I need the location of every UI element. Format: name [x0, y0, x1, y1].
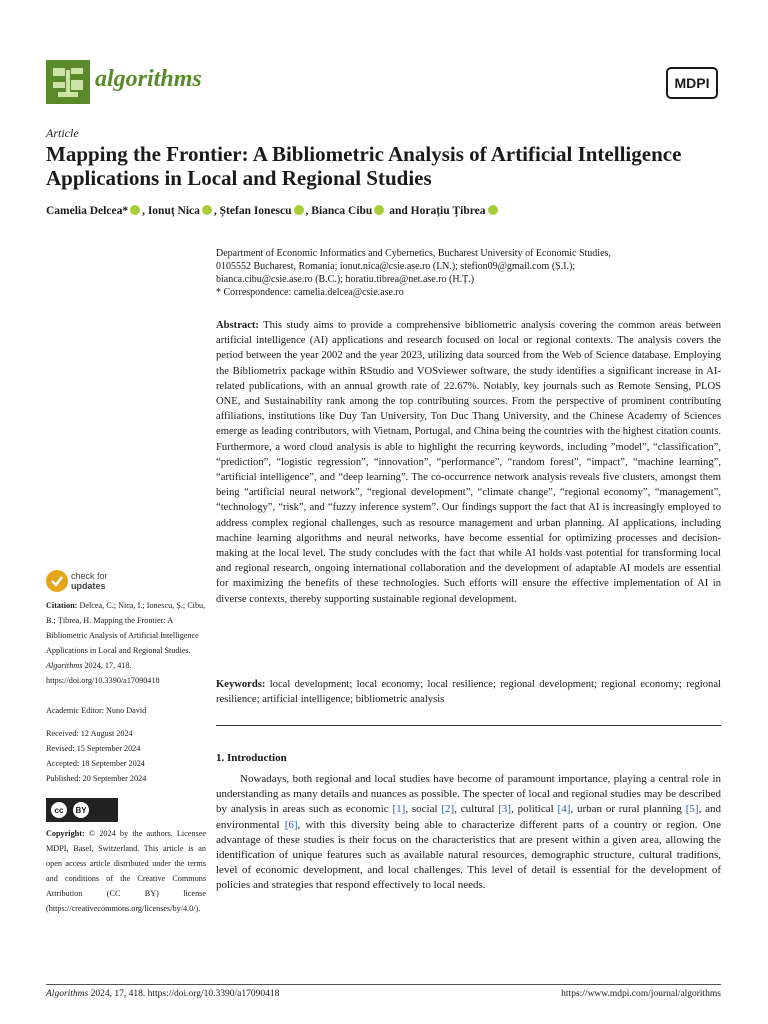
date-received: Received: 12 August 2024 [46, 729, 133, 738]
orcid-icon[interactable] [130, 205, 140, 215]
abstract-text: This study aims to provide a comprehensive bibliometric analysis covering the common areas between artificial intelligence (AI) applications and research focused on local or regional contexts. The analysis covers the period between the year 2002 and the year 2023, utilizing data sourced from the Web of Science database. Employing the Bibliometrix package within RStudio and VOSviewer software, the study identifies a significant increase in AI-related publications, with an annual growth rate of 22.67%. Notably, key journals such as Remote Sensing, PLOS ONE, and Sustainability rank among the top contributing sources. From the perspective of prominent contributing affiliations, institutions like Duy Tan University, Ton Duc Thang University, and the Chinese Academy of Sciences emerge as leading contributors, with Vietnam, Portugal, and China being the countries with the highest citation counts. Furthermore, a word cloud analysis is able to highlight the recurring keywords, including ”model”, “classification”, “prediction”, “logistic regression”, “innovation”, “performance”, “random forest”, “impact”, “machine learning”, “artificial intelligence”, and “deep learning”. The co-occurrence network analysis reveals five clusters, amongst them being “artificial neural network”, “regional development”, “climate change”, “regional economy”, “management”, “technology”, “risk”, and “fuzzy inference system”. Our findings support the fact that AI is increasingly employed to address complex regional challenges, such as resource management and urban planning. AI applications, including machine learning algorithms and neural networks, have become essential for optimizing processes and decision-making at the local level. The study concludes with the fact that while AI holds vast potential for transforming local and regional research, ongoing international collaboration and the development of adaptable AI models are essential for maximizing the benefits of these technologies. Such efforts will ensure the effective implementation of AI in diverse contexts, thereby supporting sustainable regional development. [216, 320, 721, 605]
footer-journal-url[interactable]: https://www.mdpi.com/journal/algorithms [561, 989, 721, 999]
citation-journal: Algorithms [46, 661, 83, 670]
cc-by-license-icon[interactable] [46, 798, 118, 822]
abstract-label: Abstract: [216, 320, 259, 331]
academic-editor: Academic Editor: Nuno David [46, 706, 147, 715]
citation-label: Citation: [46, 601, 78, 610]
intro-paragraph [216, 772, 721, 894]
author-list: Camelia Delcea* , Ionuț Nica , Ștefan Ionescu , Bianca Cibu and Horațiu Țibrea [46, 205, 726, 217]
citation-link[interactable]: [2] [441, 803, 455, 816]
check-for-updates-link[interactable] [71, 571, 108, 591]
text-run: , social [405, 803, 442, 816]
dates-block [46, 726, 206, 786]
date-accepted: Accepted: 18 September 2024 [46, 759, 145, 768]
journal-name: algorithms [95, 66, 202, 92]
text-run: , cultural [454, 803, 499, 816]
orcid-icon[interactable] [374, 205, 384, 215]
author-name[interactable]: Horațiu Țibrea [410, 205, 486, 217]
page-title: Mapping the Frontier: A Bibliometric Analysis of Artificial Intelligence Applications in Local and Regional Studies [46, 142, 682, 190]
keywords [216, 677, 721, 707]
date-published: Published: 20 September 2024 [46, 774, 147, 783]
article-type: Article [46, 126, 79, 140]
publisher-name: MDPI [674, 75, 710, 91]
copyright-label: Copyright: [46, 829, 85, 838]
check-line2: updates [71, 581, 106, 591]
orcid-icon[interactable] [294, 205, 304, 215]
footer-doi: 2024, 17, 418. https://doi.org/10.3390/a17090418 [88, 989, 280, 999]
author-name[interactable]: Camelia Delcea [46, 205, 123, 217]
by-icon: BY [73, 802, 89, 818]
affiliation-line: Department of Economic Informatics and Cybernetics, Bucharest University of Economic Studies, [216, 248, 611, 259]
divider [216, 725, 721, 726]
check-line1: check for [71, 571, 108, 581]
footer-journal: Algorithms [46, 989, 89, 999]
date-revised: Revised: 15 September 2024 [46, 744, 141, 753]
abstract [216, 318, 721, 607]
footer-divider [46, 984, 721, 985]
affiliation-line: 0105552 Bucharest, Romania; ionut.nica@csie.ase.ro (I.N.); stefion09@gmail.com (Ș.I.); [216, 261, 576, 272]
text-run: , and environmental [216, 803, 722, 831]
citation-link[interactable]: [3] [498, 803, 512, 816]
text-run: , with this diversity being able to characterize different parts of a country or region. One advantage of these studies is their focus on the characteristics that are present within a given area, allowing the identification of unique features such as available natural resources, demographic structure, cultural traditions, level of economic development, and local challenges. This level of detail is essential for the development of policies and strategies that respond effectively to local needs. [216, 818, 721, 892]
footer-citation[interactable] [46, 989, 279, 999]
text-run: Nowadays, both regional and local studies have become of paramount importance, playing a central role in understanding as many details and nuances as possible. The specter of local and regional studies may be described by analysis in areas such as economic [216, 773, 721, 816]
affiliation-line: bianca.cibu@csie.ase.ro (B.C.); horatiu.tibrea@net.ase.ro (H.Ț.) [216, 274, 475, 285]
citation-link[interactable]: [5] [685, 803, 699, 816]
copyright-block [46, 826, 206, 916]
citation-link[interactable]: [4] [557, 803, 571, 816]
orcid-icon[interactable] [488, 205, 498, 215]
author-name[interactable]: Ștefan Ionescu [219, 205, 292, 217]
text-run: , urban or rural planning [570, 803, 686, 816]
publisher-logo [666, 67, 718, 99]
citation-doi[interactable]: 2024, 17, 418. https://doi.org/10.3390/a17090418 [46, 661, 160, 685]
citation-link[interactable]: [6] [284, 818, 298, 831]
journal-logo [46, 60, 90, 104]
correspondence: * Correspondence: camelia.delcea@csie.ase.ro [216, 287, 404, 298]
cc-icon: cc [51, 802, 67, 818]
affiliation [216, 247, 721, 299]
author-name[interactable]: Ionuț Nica [147, 205, 200, 217]
keywords-label: Keywords: [216, 679, 266, 690]
text-run: , political [511, 803, 558, 816]
keywords-text: local development; local economy; local resilience; regional development; regional economy; regional resilience; artificial intelligence; bibliometric analysis [216, 679, 721, 706]
citation-text: Delcea, C.; Nica, I.; Ionescu, Ș.; Cibu, B.; Țibrea, H. Mapping the Frontier: A Bibliometric Analysis of Artificial Intelligence Applications in Local and Regional Studies. [46, 601, 206, 655]
citation-link[interactable]: [1] [392, 803, 406, 816]
copyright-text: © 2024 by the authors. Licensee MDPI, Basel, Switzerland. This article is an open access article distributed under the terms and conditions of the Creative Commons Attribution (CC BY) license (https://creativecommons.org/licenses/by/4.0/). [46, 829, 206, 913]
check-for-updates-icon[interactable] [46, 570, 68, 592]
corresponding-mark: * [122, 205, 129, 217]
section-heading: 1. Introduction [216, 752, 287, 764]
citation-block [46, 598, 206, 688]
author-name[interactable]: Bianca Cibu [311, 205, 373, 217]
orcid-icon[interactable] [202, 205, 212, 215]
